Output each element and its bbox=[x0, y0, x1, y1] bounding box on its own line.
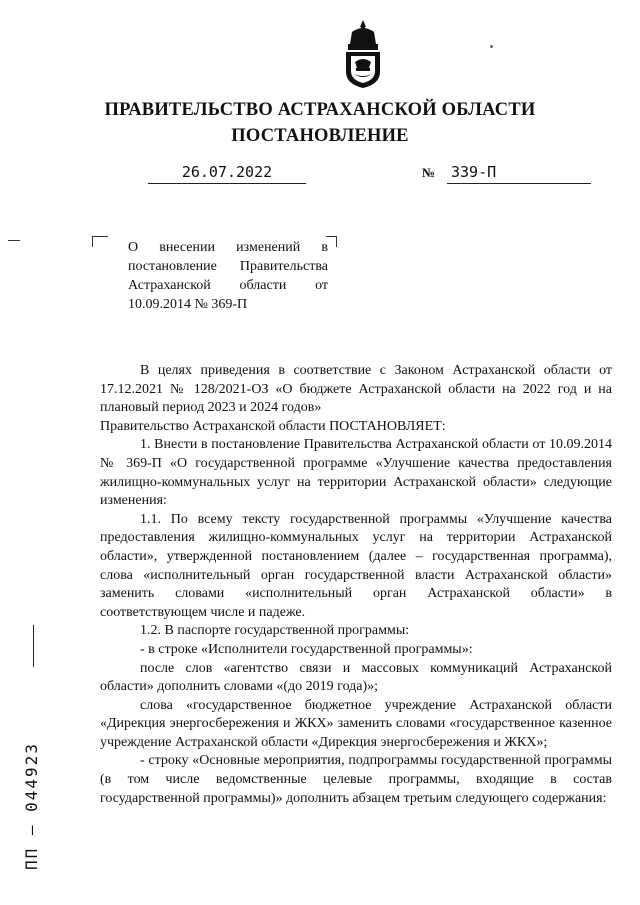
document-subject: О внесении изменений в постановление Правительства Астраханской области от 10.09.2014 № 369-П bbox=[128, 240, 328, 312]
body-paragraph: слова «государственное бюджетное учреждение Астраханской области «Дирекция энергосбережения и ЖКХ» заменить словами «государственное казенное учреждение Астраханской области «Дирекция энергосбережения и ЖКХ»; bbox=[100, 697, 612, 750]
document-number: 339-П bbox=[447, 163, 591, 184]
scan-speck bbox=[490, 45, 493, 48]
document-header bbox=[0, 97, 640, 149]
government-name: ПРАВИТЕЛЬСТВО АСТРАХАНСКОЙ ОБЛАСТИ bbox=[104, 100, 536, 120]
body-paragraph: - строку «Основные мероприятия, подпрограммы государственной программы (в том числе ведомственные целевые программы, входящие в состав государственной программы)» дополнить абзацем третьим следующего содержания: bbox=[100, 753, 612, 806]
margin-tick bbox=[8, 240, 20, 241]
registration-code: ПП – 044923 bbox=[22, 742, 41, 870]
margin-line bbox=[33, 625, 34, 667]
document-date: 26.07.2022 bbox=[148, 163, 306, 184]
body-paragraph: Правительство Астраханской области ПОСТАНОВЛЯЕТ: bbox=[100, 418, 446, 434]
body-paragraph: после слов «агентство связи и массовых коммуникаций Астраханской области» дополнить словами «(до 2019 года)»; bbox=[100, 660, 612, 695]
number-label: № bbox=[422, 165, 436, 180]
coat-of-arms-emblem bbox=[340, 18, 386, 90]
subject-bracket-left-inner bbox=[100, 236, 108, 245]
body-paragraph: В целях приведения в соответствие с Законом Астраханской области от 17.12.2021 № 128/2021-ОЗ «О бюджете Астраханской области на 2022 год и на плановый период 2023 и 2024 годов» bbox=[100, 363, 612, 416]
body-paragraph: 1. Внести в постановление Правительства Астраханской области от 10.09.2014 № 369-П «О государственной программе «Улучшение качества предоставления жилищно-коммунальных услуг на территории Астраханской области» следующие изменения: bbox=[100, 437, 612, 509]
document-body bbox=[100, 362, 612, 808]
body-paragraph: - в строке «Исполнители государственной программы»: bbox=[140, 641, 473, 657]
body-paragraph: 1.2. В паспорте государственной программы: bbox=[140, 623, 410, 639]
body-paragraph: 1.1. По всему тексту государственной программы «Улучшение качества предоставления жилищно-коммунальных услуг на территории Астраханской области», утвержденной постановлением (далее – государственная программа), слова «исполнительный орган государственной власти Астраханской области» заменить словами «исполнительный орган Астраханской области» в соответствующем числе и падеже. bbox=[100, 511, 612, 620]
document-type: ПОСТАНОВЛЕНИЕ bbox=[231, 126, 409, 146]
